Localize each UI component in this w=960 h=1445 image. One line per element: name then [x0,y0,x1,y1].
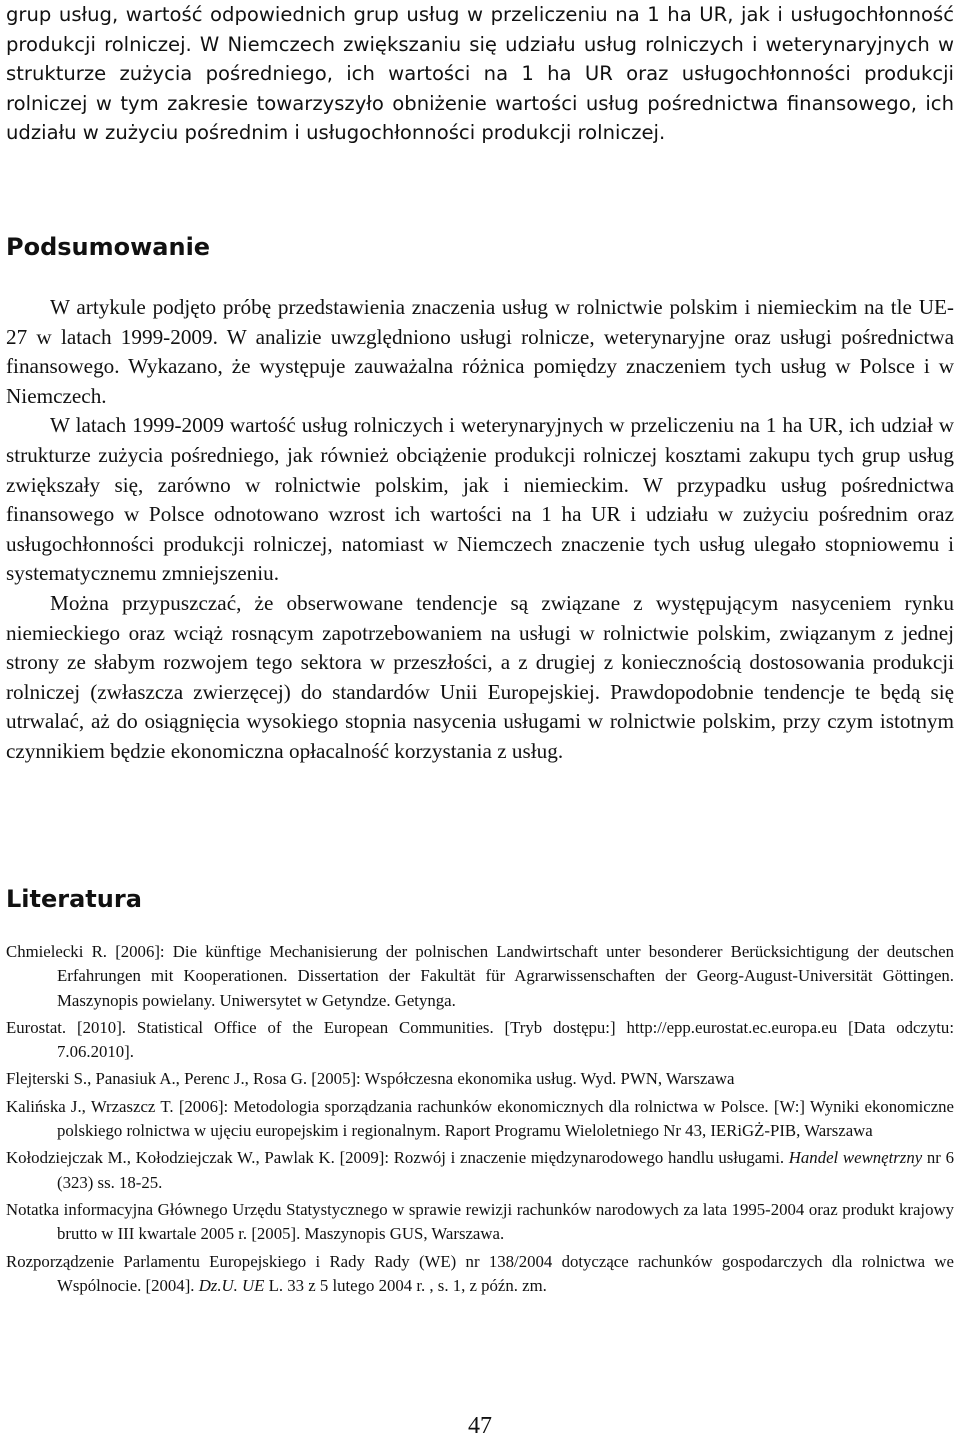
journal-title: Handel wewnętrzny [788,1148,923,1168]
journal-title: Dz.U. UE [198,1275,265,1295]
summary-paragraph: Można przypuszczać, że obserwowane tendencje są związane z występującym nasyceniem rynku niemieckiego oraz wciąż rosnącym zapotrzebowaniem na usługi w rolnictwie polskim, związanym z jednej strony ze słabym rozwojem tego sektora w przeszłości, a z drugiej z koniecznością dostosowania produkcji rolniczej (zwłaszcza zwierzęcej) do standardów Unii Europejskiej. Prawdopodobnie tendencje te będą się utrwalać, aż do osiągnięcia wysokiego stopnia nasycenia usługami w rolnictwie polskim, przy czym istotnym czynnikiem będzie ekonomiczna opłacalność korzystania z usług. [6,590,954,763]
reference-item: Flejterski S., Panasiuk A., Perenc J., Rosa G. [2005]: Współczesna ekonomika usług. Wyd. PWN, Warszawa [6,1069,735,1089]
summary-section [6,293,954,767]
reference-text: L. 33 z 5 lutego 2004 r. , s. 1, z późn. zm. [264,1275,547,1295]
reference-item: Kalińska J., Wrzaszcz T. [2006]: Metodologia sporządzania rachunków ekonomicznych dla rolnictwa w Polsce. [W:] Wyniki ekonomiczne polskiego rolnictwa w ujęciu europejskim i regionalnym. Raport Programu Wieloletniego Nr 43, IERiGŻ-PIB, Warszawa [6,1096,954,1141]
reference-item [6,1146,954,1195]
summary-heading: Podsumowanie [6,233,211,261]
reference-item: Chmielecki R. [2006]: Die künftige Mechanisierung der polnischen Landwirtschaft unter besonderer Berücksichtigung der deutschen Erfahrungen mit Kooperationen. Dissertation der Fakultät für Agrarwissenschaften der Georg-August-Universität Göttingen. Maszynopis powielany. Uniwersytet w Getyndze. Getynga. [6,942,954,1010]
reference-item [6,1250,954,1299]
reference-text: Kołodziejczak M., Kołodziejczak W., Pawlak K. [2009]: Rozwój i znaczenie międzynarodowego handlu usługami. [6,1148,789,1168]
literature-heading: Literatura [6,885,142,913]
reference-item: Eurostat. [2010]. Statistical Office of the European Communities. [Tryb dostępu:] http://epp.eurostat.ec.europa.eu [Data odczytu: 7.06.2010]. [6,1017,954,1062]
reference-item: Notatka informacyjna Głównego Urzędu Statystycznego w sprawie rewizji rachunków narodowych za lata 1995-2004 oraz produkt krajowy brutto w III kwartale 2005 r. [2005]. Maszynopis GUS, Warszawa. [6,1199,954,1244]
summary-paragraph: W artykule podjęto próbę przedstawienia znaczenia usług w rolnictwie polskim i niemieckim na tle UE-27 w latach 1999-2009. W analizie uwzględniono usługi rolnicze, weterynaryjne oraz usługi pośrednictwa finansowego. Wykazano, że występuje zauważalna różnica pomiędzy znaczeniem tych usług w Polsce i w Niemczech. [6,295,954,408]
page-number: 47 [468,1413,492,1439]
reference-text: Rozporządzenie Parlamentu Europejskiego i Rady Rady (WE) nr 138/2004 dotyczące rachunków gospodarczych dla rolnictwa we Wspólnocie. [2004]. [6,1251,954,1295]
summary-paragraph: W latach 1999-2009 wartość usług rolniczych i weterynaryjnych w przeliczeniu na 1 ha UR, ich udział w strukturze zużycia pośredniego, jak również obciążenie produkcji rolniczej kosztami zakupu tych grup usług zwiększały się, zarówno w rolnictwie polskim, jak i niemieckim. W przypadku usług pośrednictwa finansowego w Polsce odnotowano wzrost ich wartości na 1 ha UR i udziału w zużyciu pośrednim oraz usługochłonności produkcji rolniczej, natomiast w Niemczech znaczenie tych usług ulegało stopniowemu i systematycznemu zmniejszeniu. [6,413,954,586]
document-page [6,0,954,1295]
reference-list [6,940,954,1301]
intro-paragraph: grup usług, wartość odpowiednich grup usług w przeliczeniu na 1 ha UR, jak i usługochłonność produkcji rolniczej. W Niemczech zwiększaniu się udziału usług rolniczych i weterynaryjnych w strukturze zużycia pośredniego, ich wartości na 1 ha UR oraz usługochłonności produkcji rolniczej w tym zakresie towarzyszyło obniżenie wartości usług pośrednictwa finansowego, ich udziału w zużyciu pośrednim i usługochłonności produkcji rolniczej. [6,3,954,145]
reference-text: nr 6 (323) ss. 18-25. [57,1148,954,1192]
